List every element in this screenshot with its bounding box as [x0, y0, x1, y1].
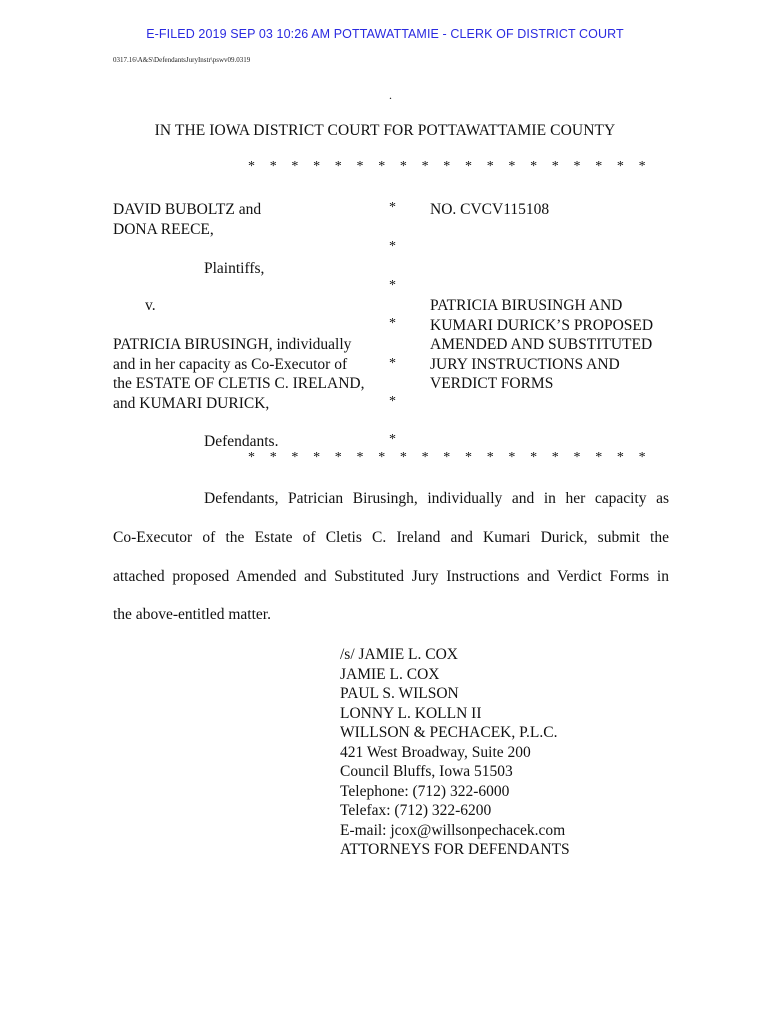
document-title-line: PATRICIA BIRUSINGH AND: [430, 297, 623, 314]
body-line-3: attached proposed Amended and Substituted Jury Instructions and Verdict Forms in: [113, 568, 669, 585]
firm-address: 421 West Broadway, Suite 200: [340, 743, 531, 761]
court-title: IN THE IOWA DISTRICT COURT FOR POTTAWATTAMIE COUNTY: [154, 122, 616, 139]
caption-separator: *: [389, 356, 396, 371]
plaintiff-name-2: DONA REECE,: [113, 220, 214, 238]
plaintiff-name-1: DAVID BUBOLTZ and: [113, 201, 262, 218]
attorneys-for-label: ATTORNEYS FOR DEFENDANTS: [340, 841, 570, 858]
telephone: Telephone: (712) 322-6000: [340, 782, 510, 800]
email: E-mail: jcox@willsonpechacek.com: [340, 821, 566, 839]
defendant-line-3: the ESTATE OF CLETIS C. IRELAND,: [113, 375, 365, 392]
page-mark: .: [389, 88, 392, 102]
caption-separator: *: [389, 432, 396, 447]
star-divider-bottom: * * * * * * * * * * * * * * * * * * *: [248, 450, 652, 465]
signature-block: [340, 645, 570, 860]
document-title-line: KUMARI DURICK’S PROPOSED: [430, 316, 654, 334]
caption-separator: *: [389, 394, 396, 409]
defendant-line-2: and in her capacity as Co-Executor of: [113, 355, 348, 373]
body-line-1: Defendants, Patrician Birusingh, individually and in her capacity as: [204, 490, 669, 507]
document-title-line: JURY INSTRUCTIONS AND: [430, 355, 620, 373]
case-number: NO. CVCV115108: [430, 201, 550, 218]
versus-label: v.: [145, 297, 156, 314]
attorney-name: LONNY L. KOLLN II: [340, 704, 482, 722]
defendant-line-4: and KUMARI DURICK,: [113, 394, 270, 412]
telefax: Telefax: (712) 322-6200: [340, 802, 492, 819]
attorney-name: PAUL S. WILSON: [340, 685, 459, 702]
star-divider-top: * * * * * * * * * * * * * * * * * * *: [248, 159, 652, 174]
attorney-name: JAMIE L. COX: [340, 665, 440, 683]
caption-separator: *: [389, 278, 396, 293]
document-title-line: AMENDED AND SUBSTITUTED: [430, 336, 653, 353]
defendants-label: Defendants.: [204, 433, 279, 450]
firm-city: Council Bluffs, Iowa 51503: [340, 763, 513, 780]
firm-name: WILLSON & PECHACEK, P.L.C.: [340, 724, 558, 741]
document-title: [430, 296, 653, 394]
caption-separator: *: [389, 316, 396, 331]
caption-separator: *: [389, 200, 396, 215]
body-line-2: Co-Executor of the Estate of Cletis C. Ireland and Kumari Durick, submit the: [113, 529, 669, 546]
defendant-line-1: PATRICIA BIRUSINGH, individually: [113, 336, 352, 353]
plaintiffs-label: Plaintiffs,: [204, 260, 265, 277]
caption-separator: *: [389, 239, 396, 254]
signature-line: /s/ JAMIE L. COX: [340, 646, 458, 663]
efiled-stamp: E-FILED 2019 SEP 03 10:26 AM POTTAWATTAMIE - CLERK OF DISTRICT COURT: [146, 27, 624, 41]
file-reference: 0317.16\A&S\DefendantsJuryInstr\pswv09.0319: [113, 56, 251, 64]
body-line-4: the above-entitled matter.: [113, 606, 271, 623]
document-title-line: VERDICT FORMS: [430, 375, 554, 392]
